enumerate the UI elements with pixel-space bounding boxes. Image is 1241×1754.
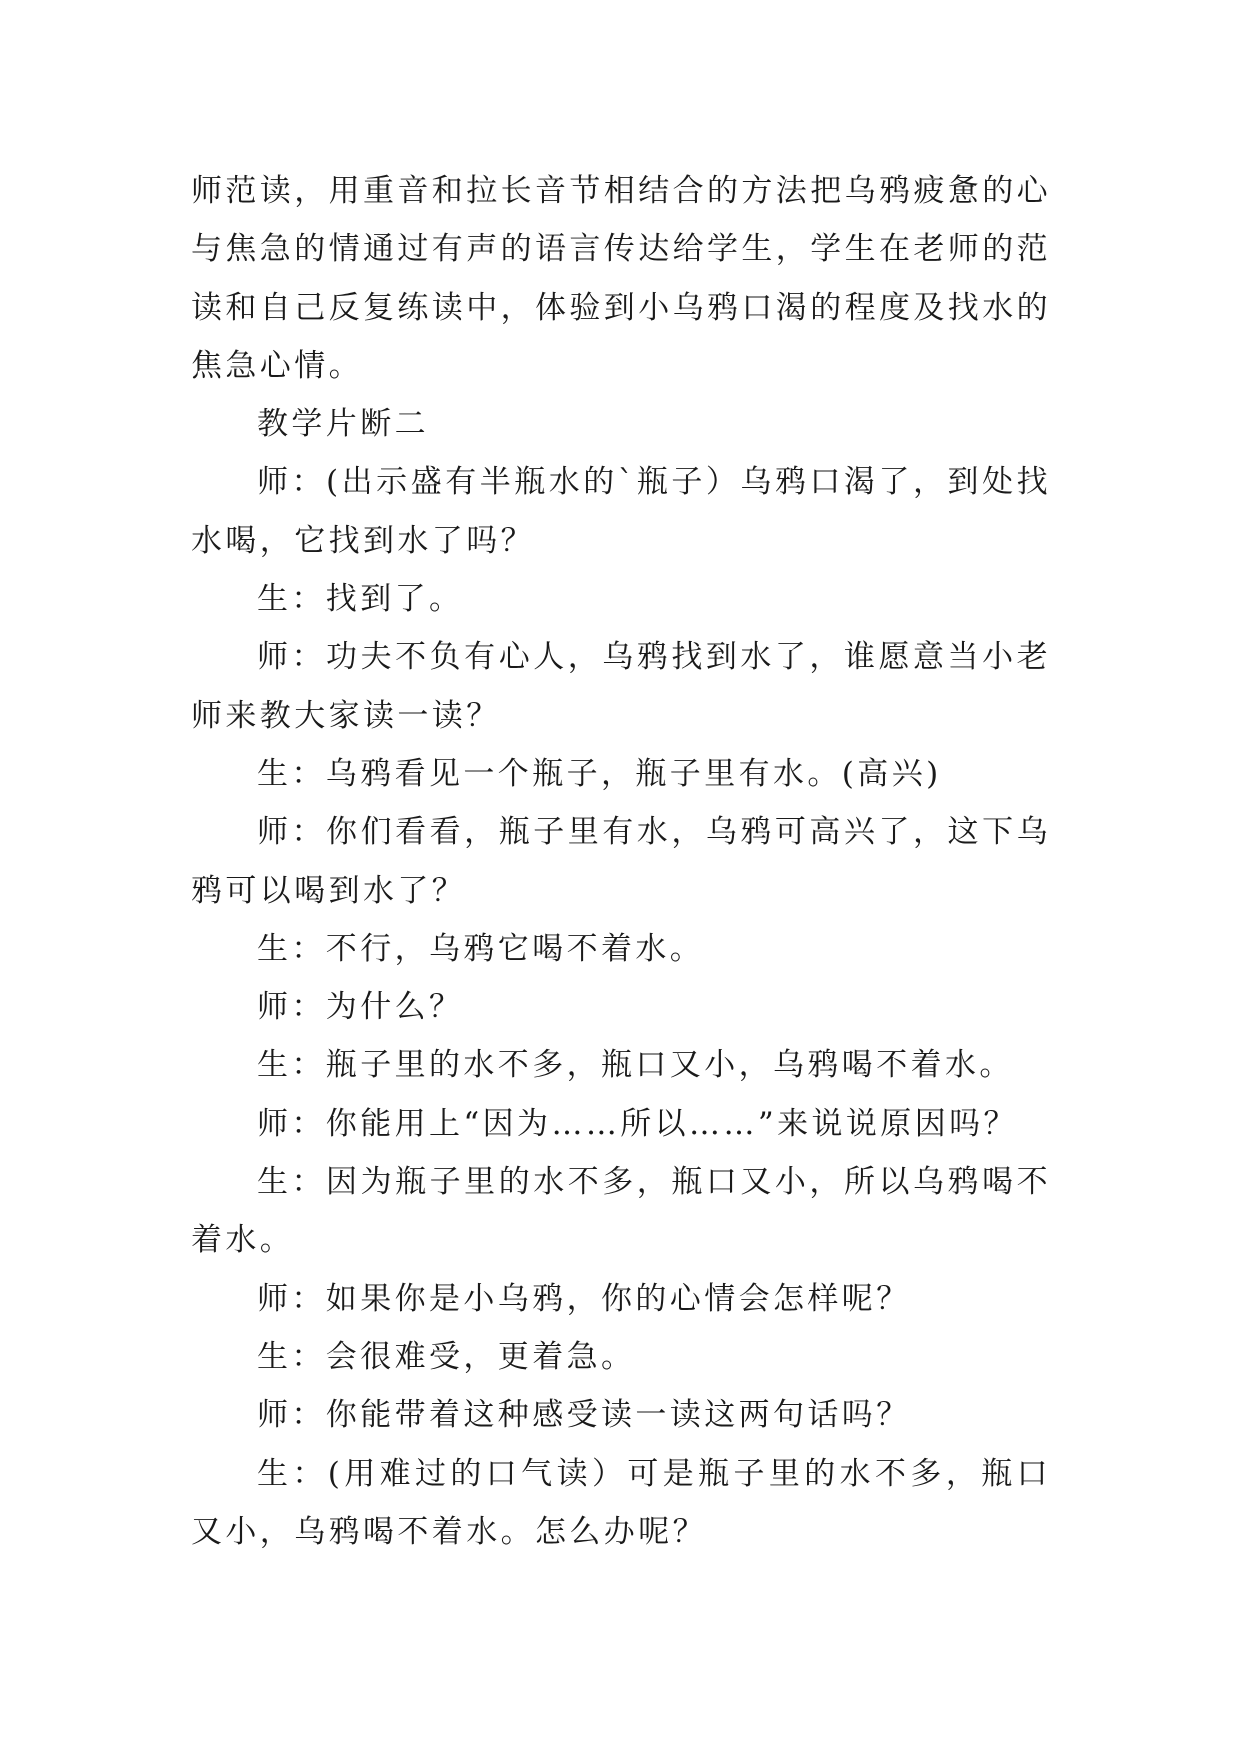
paragraph-continuation: 师范读，用重音和拉长音节相结合的方法把乌鸦疲惫的心与焦急的情通过有声的语言传达给学生，学生在老师的范读和自己反复练读中，体验到小乌鸦口渴的程度及找水的焦急心情。 xyxy=(191,173,1051,384)
dialogue-line: 生：(用难过的口气读）可是瓶子里的水不多，瓶口又小，乌鸦喝不着水。怎么办呢？ xyxy=(191,1455,1051,1550)
dialogue-line: 生：不行，乌鸦它喝不着水。 xyxy=(257,930,705,967)
dialogue-line: 师：你能用上“因为……所以……”来说说原因吗？ xyxy=(257,1105,1018,1142)
section-heading: 教学片断二 xyxy=(257,406,429,443)
document-body xyxy=(191,162,1051,1561)
dialogue-line: 师：你们看看，瓶子里有水，乌鸦可高兴了，这下乌鸦可以喝到水了？ xyxy=(191,814,1051,909)
dialogue-line: 生：找到了。 xyxy=(257,581,464,618)
dialogue-line: 生：因为瓶子里的水不多，瓶口又小，所以乌鸦喝不着水。 xyxy=(191,1164,1051,1259)
dialogue-line: 师：你能带着这种感受读一读这两句话吗？ xyxy=(257,1397,911,1434)
dialogue-line: 师：功夫不负有心人，乌鸦找到水了，谁愿意当小老师来教大家读一读？ xyxy=(191,639,1051,734)
dialogue-line: 生：瓶子里的水不多，瓶口又小，乌鸦喝不着水。 xyxy=(257,1047,1014,1084)
dialogue-line: 生：乌鸦看见一个瓶子，瓶子里有水。(高兴) xyxy=(257,755,942,792)
dialogue-line: 师：如果你是小乌鸦，你的心情会怎样呢？ xyxy=(257,1280,911,1317)
dialogue-line: 生：会很难受，更着急。 xyxy=(257,1338,636,1375)
dialogue-line: 师：(出示盛有半瓶水的`瓶子）乌鸦口渴了，到处找水喝，它找到水了吗？ xyxy=(191,464,1051,559)
dialogue-line: 师：为什么？ xyxy=(257,989,464,1026)
